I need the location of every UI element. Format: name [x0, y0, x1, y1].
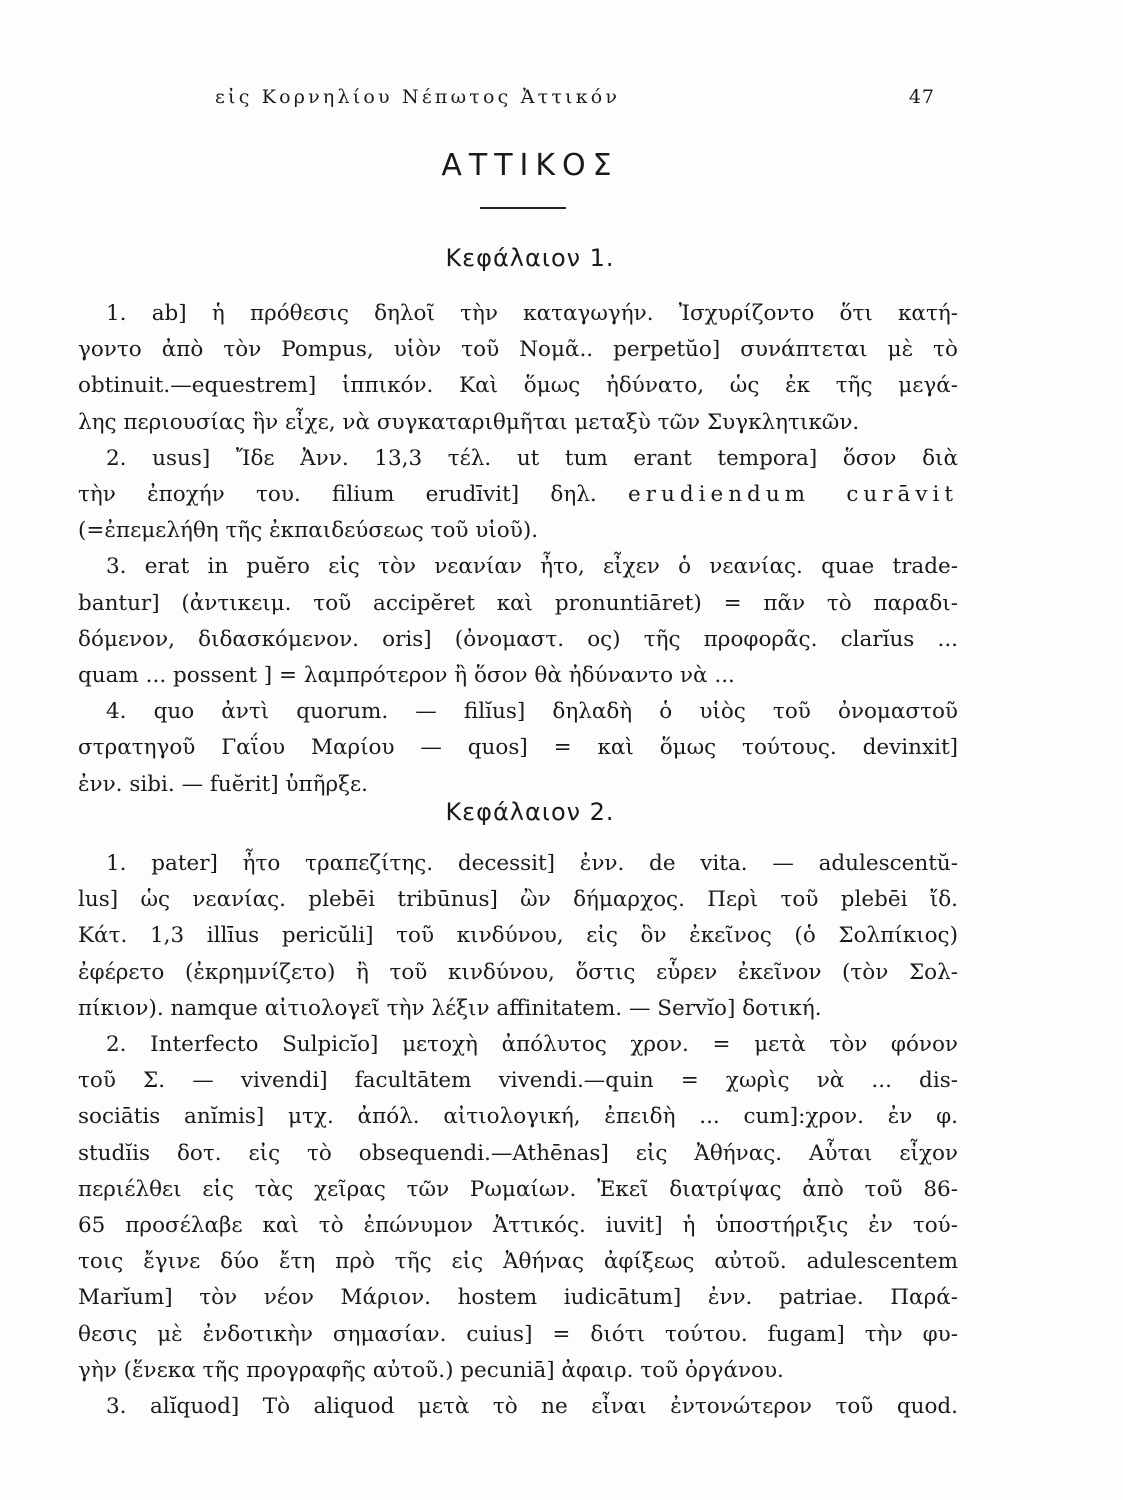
- text-line: γοντο ἀπὸ τὸν Pompus, υἱὸν τοῦ Νομᾶ.. perpetŭo] συνάπτεται μὲ τὸ: [78, 337, 958, 363]
- text-line: (=ἐπεμελήθη τῆς ἐκπαιδεύσεως τοῦ υἱοῦ).: [78, 518, 539, 544]
- page-number: 47: [908, 86, 935, 108]
- running-header: [215, 86, 935, 108]
- text-line: Κάτ. 1,3 illīus pericŭli] τοῦ κινδύνου, εἰς ὃν ἐκεῖνος (ὁ Σολπίκιος): [78, 923, 958, 949]
- text-line: ἐνν. sibi. — fuĕrit] ὑπῆρξε.: [78, 771, 368, 797]
- text-line: bantur] (ἀντικειμ. τοῦ accipĕret καὶ pronuntiāret) = πᾶν τὸ παραδι-: [78, 590, 958, 616]
- text-line: τοις ἔγινε δύο ἔτη πρὸ τῆς εἰς Ἀθήνας ἀφίξεως αὐτοῦ. adulescentem: [78, 1249, 958, 1275]
- text-line: Marĭum] τὸν νέον Μάριον. hostem iudicātum] ἐνν. patriae. Παρά-: [78, 1285, 958, 1311]
- page-title: ΑΤΤΙΚΟΣ: [441, 148, 619, 183]
- text-line: obtinuit.—equestrem] ἱππικόν. Καὶ ὅμως ἠδύνατο, ὡς ἐκ τῆς μεγά-: [78, 373, 958, 399]
- text-line: [78, 477, 958, 513]
- text-segment: τὴν ἐποχήν του. filium erudīvit] δηλ.: [78, 482, 597, 508]
- text-line: sociātis anĭmis] μτχ. ἀπόλ. αἰτιολογική, ἐπειδὴ ... cum]:χρον. ἐν φ.: [78, 1104, 958, 1130]
- running-title: εἰς Κορνηλίου Νέπωτος Ἀττικόν: [215, 86, 621, 108]
- text-line: γὴν (ἕνεκα τῆς προγραφῆς αὐτοῦ.) pecuniā] ἀφαιρ. τοῦ ὀργάνου.: [78, 1357, 784, 1383]
- spaced-phrase: erudiendum curāvit: [628, 482, 958, 508]
- text-line: πίκιον). namque αἰτιολογεῖ τὴν λέξιν affinitatem. — Servĭo] δοτική.: [78, 995, 822, 1021]
- chapter-1-heading: Κεφάλαιον 1.: [445, 244, 615, 272]
- text-line: τοῦ Σ. — vivendi] facultātem vivendi.—quin = χωρὶς νὰ ... dis-: [78, 1068, 958, 1094]
- text-line: λης περιουσίας ἣν εἶχε, νὰ συγκαταριθμῆται μεταξὺ τῶν Συγκλητικῶν.: [78, 409, 860, 435]
- text-line: 1. pater] ἦτο τραπεζίτης. decessit] ἐνν. de vita. — adulescentŭ-: [106, 851, 958, 876]
- text-line: lus] ὡς νεανίας. plebēi tribūnus] ὢν δήμαρχος. Περὶ τοῦ plebēi ἴδ.: [78, 887, 958, 913]
- text-line: 3. alĭquod] Τὸ aliquod μετὰ τὸ ne εἶναι ἐντονώτερον τοῦ quod.: [106, 1394, 958, 1420]
- text-line: 1. ab] ἡ πρόθεσις δηλοῖ τὴν καταγωγήν. Ἰσχυρίζοντο ὅτι κατή-: [106, 301, 958, 326]
- title-rule: [480, 207, 566, 209]
- text-line: δόμενον, διδασκόμενον. oris] (ὀνομαστ. ος) τῆς προφορᾶς. clarĭus ...: [78, 626, 958, 652]
- text-line: 2. Interfecto Sulpicĭo] μετοχὴ ἀπόλυτος χρον. = μετὰ τὸν φόνον: [106, 1032, 958, 1058]
- chapter-2-heading: Κεφάλαιον 2.: [445, 798, 615, 826]
- text-line: quam ... possent ] = λαμπρότερον ἢ ὅσον θὰ ἠδύναντο νὰ ...: [78, 663, 735, 689]
- text-line: θεσις μὲ ἐνδοτικὴν σημασίαν. cuius] = διότι τούτου. fugam] τὴν φυ-: [78, 1321, 958, 1347]
- text-line: 4. quo ἀντὶ quorum. — filĭus] δηλαδὴ ὁ υἱὸς τοῦ ὀνομαστοῦ: [106, 699, 958, 725]
- text-line: studĭis δοτ. εἰς τὸ obsequendi.—Athēnas] εἰς Ἀθήνας. Αὗται εἶχον: [78, 1140, 958, 1166]
- text-line: στρατηγοῦ Γαΐου Μαρίου — quos] = καὶ ὅμως τούτους. devinxit]: [78, 735, 958, 761]
- text-line: 65 προσέλαβε καὶ τὸ ἐπώνυμον Ἀττικός. iuvit] ἡ ὑποστήριξις ἐν τού-: [78, 1213, 958, 1239]
- text-line: 3. erat in puĕro εἰς τὸν νεανίαν ἦτο, εἶχεν ὁ νεανίας. quae trade-: [106, 554, 958, 580]
- chapter-1-text: [78, 296, 958, 803]
- chapter-2-text: [78, 846, 958, 1425]
- text-line: ἐφέρετο (ἐκρημνίζετο) ἢ τοῦ κινδύνου, ὅστις εὗρεν ἐκεῖνον (τὸν Σολ-: [78, 959, 958, 985]
- text-line: 2. usus] Ἴδε Ἀνν. 13,3 τέλ. ut tum erant tempora] ὅσον διὰ: [106, 445, 958, 471]
- text-line: περιέλθει εἰς τὰς χεῖρας τῶν Ρωμαίων. Ἐκεῖ διατρίψας ἀπὸ τοῦ 86-: [78, 1176, 958, 1202]
